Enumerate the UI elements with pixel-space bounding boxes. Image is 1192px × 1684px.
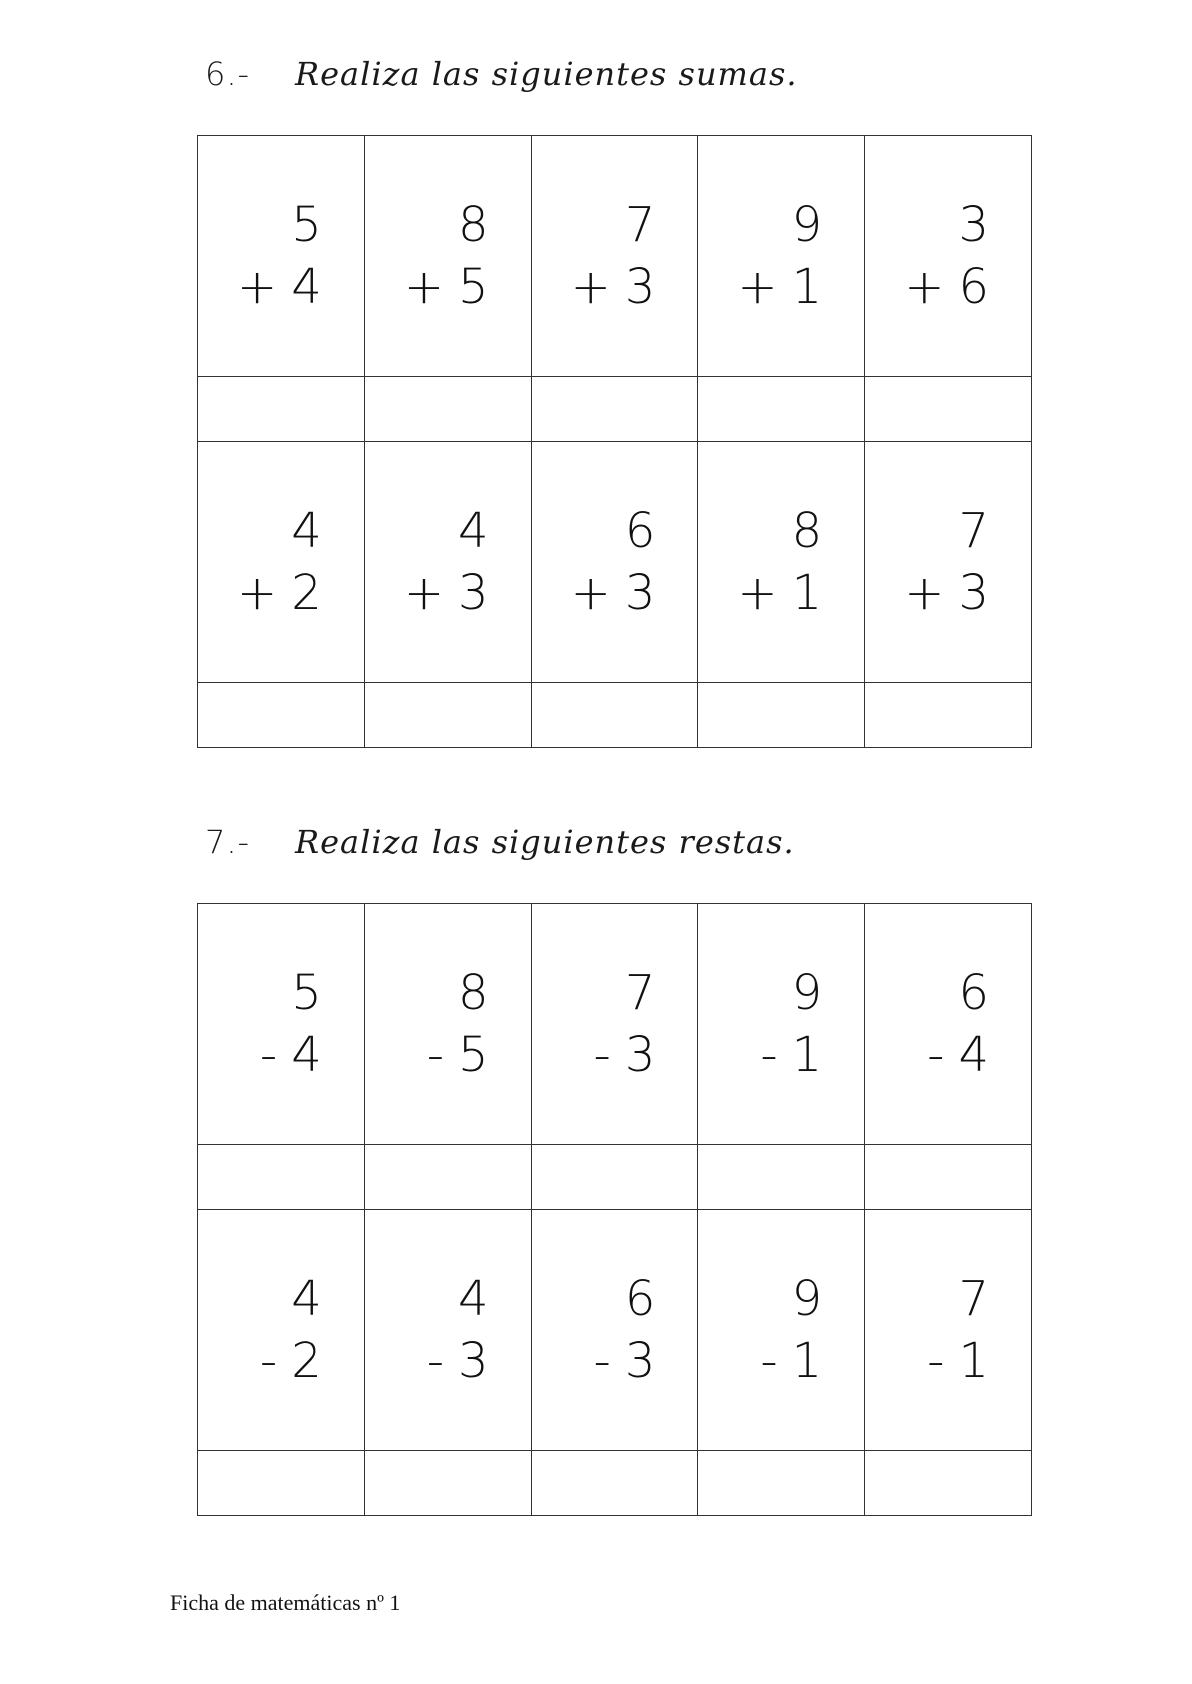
sums-grid xyxy=(197,135,1032,748)
answer-box[interactable] xyxy=(531,377,698,442)
operation xyxy=(260,962,322,1086)
operation-cell xyxy=(698,136,865,377)
operand-bottom-line xyxy=(260,1024,322,1086)
operation xyxy=(427,1268,489,1392)
minus-sign: - xyxy=(760,1027,778,1083)
answer-row xyxy=(198,377,1032,442)
operation xyxy=(237,500,322,624)
operand-top: 4 xyxy=(458,1271,489,1327)
operation xyxy=(404,500,489,624)
answer-box[interactable] xyxy=(865,377,1032,442)
operation-cell xyxy=(531,904,698,1145)
sums-grid-body xyxy=(198,136,1032,748)
operand-bottom: 5 xyxy=(458,1027,489,1083)
operand-bottom: 4 xyxy=(958,1027,989,1083)
operand-top: 7 xyxy=(958,1271,989,1327)
subtractions-grid xyxy=(197,903,1032,1516)
minus-sign: - xyxy=(760,1333,778,1389)
operand-bottom: 3 xyxy=(624,259,656,315)
operation xyxy=(594,1268,656,1392)
minus-sign: - xyxy=(593,1333,611,1389)
operation xyxy=(404,194,489,318)
operation xyxy=(927,962,989,1086)
operation xyxy=(571,500,656,624)
operand-bottom-line xyxy=(404,562,489,624)
operation-cell xyxy=(364,1210,531,1451)
operation-cell xyxy=(364,904,531,1145)
operation xyxy=(737,194,822,318)
answer-box[interactable] xyxy=(364,1145,531,1210)
plus-sign: + xyxy=(570,565,611,621)
operand-bottom: 1 xyxy=(791,1027,823,1083)
operation-cell xyxy=(698,904,865,1145)
operand-top: 6 xyxy=(624,1271,656,1327)
answer-box[interactable] xyxy=(364,377,531,442)
answer-box[interactable] xyxy=(865,683,1032,748)
minus-sign: - xyxy=(259,1027,278,1083)
answer-box[interactable] xyxy=(364,1451,531,1516)
operand-bottom: 3 xyxy=(624,1333,656,1389)
answer-box[interactable] xyxy=(698,1145,865,1210)
operand-bottom: 1 xyxy=(791,1333,823,1389)
operation xyxy=(427,962,489,1086)
answer-box[interactable] xyxy=(531,1451,698,1516)
operand-top: 7 xyxy=(624,965,656,1021)
operation-cell xyxy=(198,904,365,1145)
operation xyxy=(760,962,822,1086)
operand-top: 8 xyxy=(458,197,489,253)
operation-cell xyxy=(531,442,698,683)
plus-sign: + xyxy=(237,259,278,315)
operation-cell xyxy=(198,136,365,377)
minus-sign: - xyxy=(927,1333,945,1389)
answer-row xyxy=(198,683,1032,748)
answer-box[interactable] xyxy=(198,1145,365,1210)
operation-cell xyxy=(364,442,531,683)
operand-top: 8 xyxy=(791,503,823,559)
operand-bottom-line xyxy=(760,1330,822,1392)
exercise-6-title xyxy=(205,55,798,93)
operation-cell xyxy=(865,904,1032,1145)
answer-box[interactable] xyxy=(198,683,365,748)
operand-bottom-line xyxy=(571,562,656,624)
operand-bottom: 5 xyxy=(458,259,489,315)
answer-box[interactable] xyxy=(865,1451,1032,1516)
operation-cell xyxy=(698,1210,865,1451)
operation-cell xyxy=(531,1210,698,1451)
operation xyxy=(927,1268,989,1392)
operand-bottom-line xyxy=(760,1024,822,1086)
answer-box[interactable] xyxy=(698,1451,865,1516)
operand-top: 5 xyxy=(291,965,322,1021)
operand-top: 7 xyxy=(958,503,989,559)
answer-box[interactable] xyxy=(198,1451,365,1516)
operation xyxy=(904,194,989,318)
operand-bottom-line xyxy=(260,1330,322,1392)
operation-cell xyxy=(198,1210,365,1451)
operand-top: 5 xyxy=(291,197,322,253)
operation-cell xyxy=(531,136,698,377)
exercise-6-number: 6.- xyxy=(205,55,251,93)
operand-bottom-line xyxy=(427,1330,489,1392)
answer-row xyxy=(198,1145,1032,1210)
operand-top: 4 xyxy=(291,503,322,559)
exercise-7-instruction: Realiza las siguientes restas. xyxy=(295,823,795,861)
operation xyxy=(260,1268,322,1392)
operand-bottom-line xyxy=(737,562,822,624)
operand-bottom: 3 xyxy=(458,1333,489,1389)
operand-bottom: 3 xyxy=(624,1027,656,1083)
operation xyxy=(237,194,322,318)
operation xyxy=(594,962,656,1086)
exercise-7-number: 7.- xyxy=(205,823,251,861)
operand-bottom: 4 xyxy=(291,1027,322,1083)
operand-top: 9 xyxy=(791,197,823,253)
plus-sign: + xyxy=(403,259,445,315)
answer-box[interactable] xyxy=(698,683,865,748)
operand-bottom-line xyxy=(237,256,322,318)
operand-bottom: 1 xyxy=(791,565,823,621)
operand-bottom: 3 xyxy=(958,565,989,621)
operand-bottom-line xyxy=(571,256,656,318)
operation-row xyxy=(198,1210,1032,1451)
answer-box[interactable] xyxy=(531,1145,698,1210)
operand-bottom-line xyxy=(904,256,989,318)
operand-top: 9 xyxy=(791,1271,823,1327)
operand-bottom: 3 xyxy=(458,565,489,621)
minus-sign: - xyxy=(259,1333,278,1389)
operand-bottom-line xyxy=(927,1330,989,1392)
operation-cell xyxy=(364,136,531,377)
operand-bottom: 4 xyxy=(291,259,322,315)
operation-row xyxy=(198,442,1032,683)
operation-cell xyxy=(865,442,1032,683)
operand-bottom: 3 xyxy=(624,565,656,621)
operand-top: 9 xyxy=(791,965,823,1021)
subtractions-grid-body xyxy=(198,904,1032,1516)
operation-cell xyxy=(198,442,365,683)
answer-box[interactable] xyxy=(865,1145,1032,1210)
operation-row xyxy=(198,136,1032,377)
operand-bottom-line xyxy=(904,562,989,624)
plus-sign: + xyxy=(403,565,445,621)
operation-cell xyxy=(865,1210,1032,1451)
answer-box[interactable] xyxy=(531,683,698,748)
operand-top: 4 xyxy=(291,1271,322,1327)
answer-box[interactable] xyxy=(698,377,865,442)
minus-sign: - xyxy=(927,1027,945,1083)
plus-sign: + xyxy=(237,565,278,621)
operand-bottom-line xyxy=(427,1024,489,1086)
operand-top: 8 xyxy=(458,965,489,1021)
operand-bottom: 6 xyxy=(958,259,989,315)
plus-sign: + xyxy=(570,259,611,315)
minus-sign: - xyxy=(426,1027,445,1083)
answer-box[interactable] xyxy=(364,683,531,748)
operand-bottom: 2 xyxy=(291,1333,322,1389)
minus-sign: - xyxy=(593,1027,611,1083)
operation-cell xyxy=(865,136,1032,377)
operand-bottom-line xyxy=(594,1330,656,1392)
operand-bottom: 1 xyxy=(791,259,823,315)
operation-row xyxy=(198,904,1032,1145)
operation xyxy=(760,1268,822,1392)
plus-sign: + xyxy=(904,259,945,315)
operation-cell xyxy=(698,442,865,683)
operand-bottom-line xyxy=(594,1024,656,1086)
operand-bottom-line xyxy=(404,256,489,318)
operand-bottom: 2 xyxy=(291,565,322,621)
operand-top: 6 xyxy=(624,503,656,559)
exercise-6-instruction: Realiza las siguientes sumas. xyxy=(295,55,798,93)
operation xyxy=(904,500,989,624)
answer-box[interactable] xyxy=(198,377,365,442)
exercise-7-title xyxy=(205,823,795,861)
operation xyxy=(571,194,656,318)
operand-bottom-line xyxy=(737,256,822,318)
operand-bottom-line xyxy=(927,1024,989,1086)
minus-sign: - xyxy=(426,1333,445,1389)
operand-top: 4 xyxy=(458,503,489,559)
answer-row xyxy=(198,1451,1032,1516)
operand-bottom-line xyxy=(237,562,322,624)
operand-top: 3 xyxy=(958,197,989,253)
plus-sign: + xyxy=(737,565,778,621)
operand-top: 7 xyxy=(624,197,656,253)
operand-bottom: 1 xyxy=(958,1333,989,1389)
plus-sign: + xyxy=(904,565,945,621)
page-footer: Ficha de matemáticas nº 1 xyxy=(170,1590,401,1615)
plus-sign: + xyxy=(737,259,778,315)
operation xyxy=(737,500,822,624)
operand-top: 6 xyxy=(958,965,989,1021)
